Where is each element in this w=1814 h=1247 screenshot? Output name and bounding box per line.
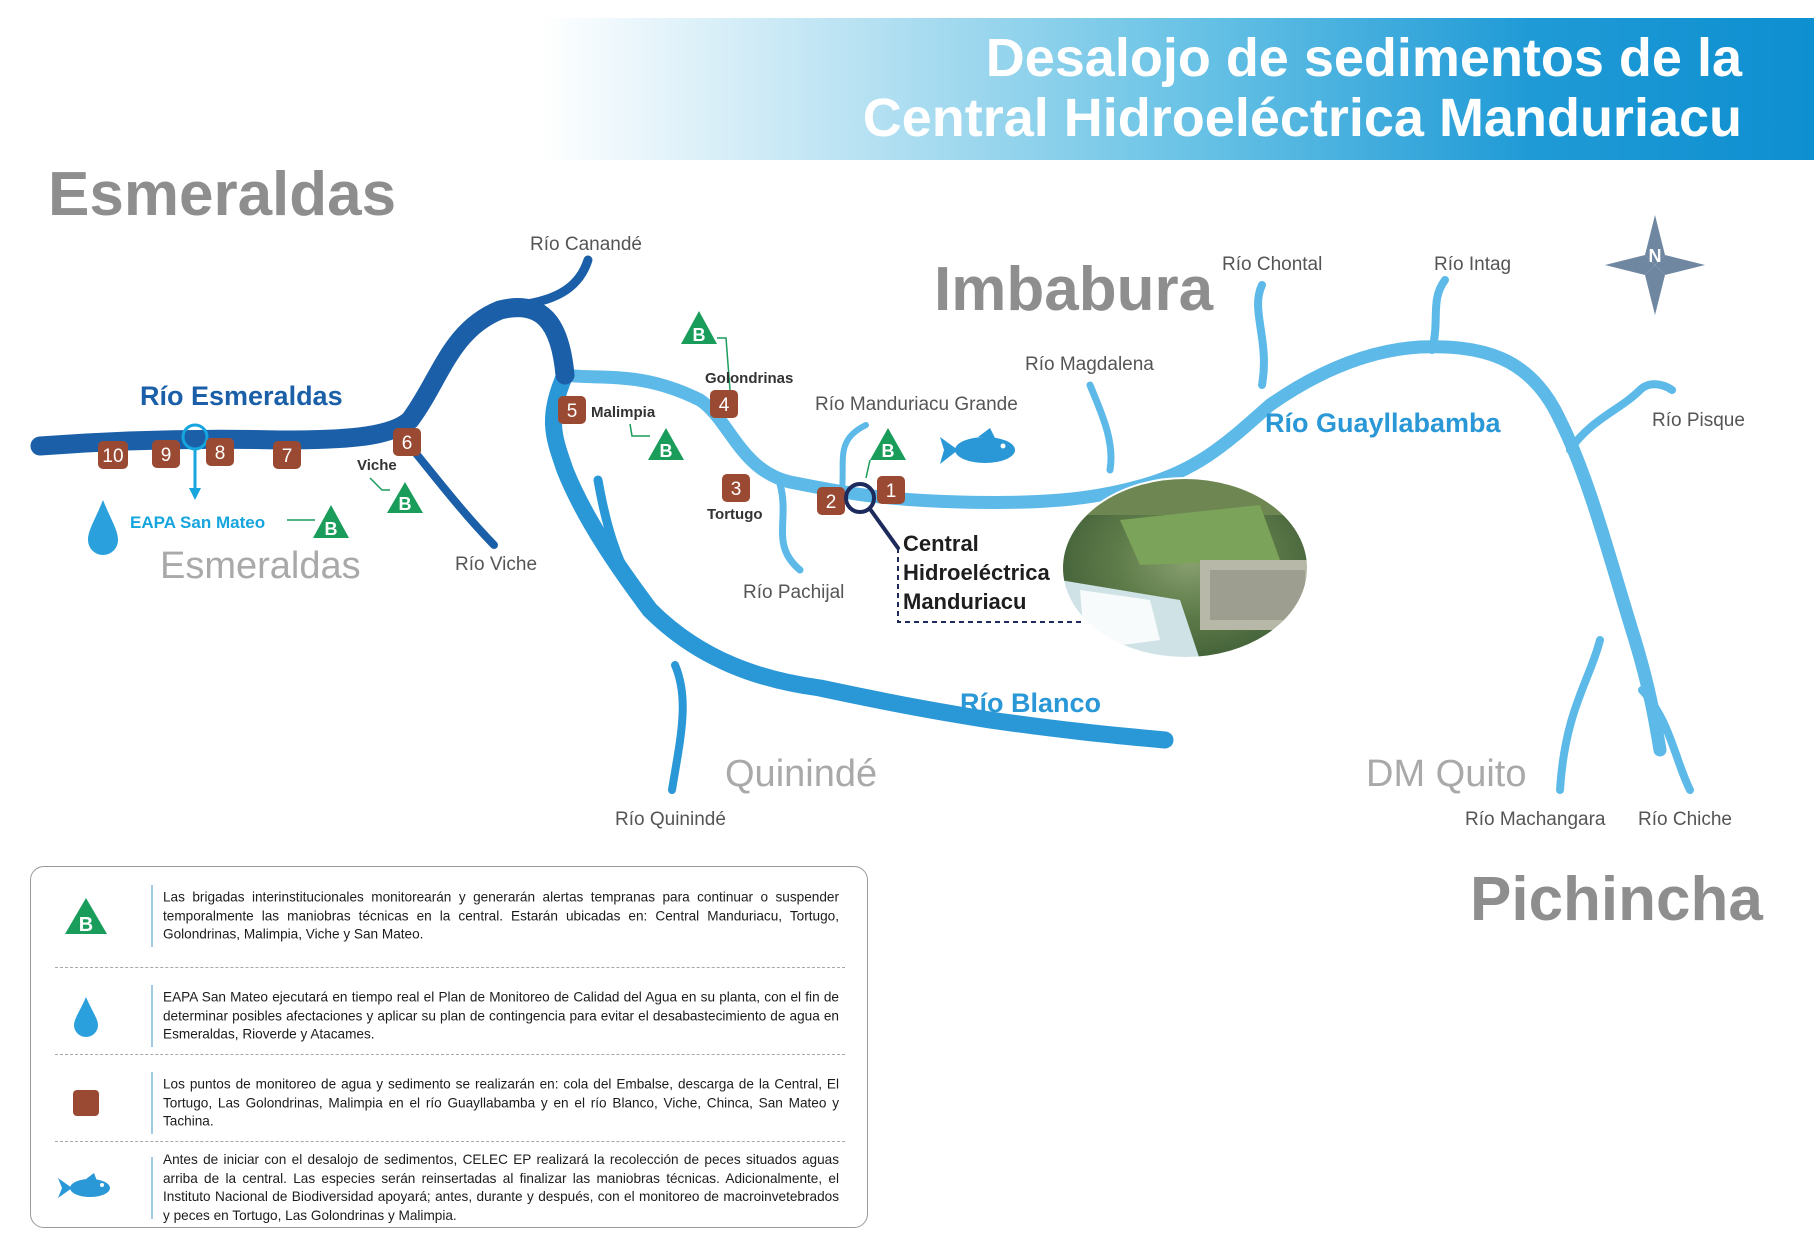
monitoring-point-1 xyxy=(877,476,905,504)
legend-row-eapa xyxy=(51,977,849,1055)
label-rio-chontal: Río Chontal xyxy=(1222,254,1323,275)
svg-text:B: B xyxy=(881,441,895,461)
label-rio-manduriacu-grande: Río Manduriacu Grande xyxy=(815,394,1018,415)
legend-text-brigades: Las brigadas interinstitucionales monitorearán y generarán alertas tempranas para continuar o suspender temporalmente las maniobras técnicas en la central. Estarán ubicadas en: Central Manduriacu, Tortugo, Golondrinas, Malimpia, Viche y San Mateo. xyxy=(163,889,839,942)
monitoring-point-5 xyxy=(558,396,586,424)
river-machangara xyxy=(1560,640,1600,790)
legend-divider xyxy=(55,1141,845,1142)
site-tortugo: Tortugo xyxy=(707,506,763,523)
river-quininde xyxy=(672,665,683,790)
brigade-marker-eapa xyxy=(313,505,349,539)
svg-text:10: 10 xyxy=(102,446,124,467)
legend-box xyxy=(30,866,868,1228)
label-rio-esmeraldas: Río Esmeraldas xyxy=(140,381,343,411)
svg-text:3: 3 xyxy=(730,479,742,500)
province-pichincha: Pichincha xyxy=(1470,865,1763,934)
svg-text:5: 5 xyxy=(566,401,578,422)
svg-text:B: B xyxy=(692,325,706,345)
compass-rose-icon xyxy=(1605,215,1705,315)
brigade-marker-malimpia xyxy=(630,424,684,461)
svg-text:B: B xyxy=(324,519,338,539)
monitoring-point-8 xyxy=(206,438,234,466)
svg-text:B: B xyxy=(78,914,94,936)
svg-text:B: B xyxy=(659,441,673,461)
river-chontal xyxy=(1258,285,1264,385)
river-canande xyxy=(520,260,588,305)
monitoring-point-6 xyxy=(393,428,421,456)
river-magdalena xyxy=(1090,385,1111,470)
monitoring-point-9 xyxy=(152,440,180,468)
legend-row-points xyxy=(51,1064,849,1142)
label-rio-quininde: Río Quinindé xyxy=(615,809,726,830)
label-rio-pachijal: Río Pachijal xyxy=(743,582,845,603)
province-imbabura: Imbabura xyxy=(934,255,1214,324)
river-esmeraldas xyxy=(40,308,565,446)
site-malimpia: Malimpia xyxy=(591,404,656,421)
plant-label-line-3: Manduriacu xyxy=(903,589,1027,614)
monitoring-point-10 xyxy=(98,441,128,469)
river-manduriacu-grande xyxy=(842,425,866,490)
monitoring-point-3 xyxy=(722,474,750,502)
plant-label-line-2: Hidroeléctrica xyxy=(903,560,1050,585)
monitoring-point-7 xyxy=(273,441,301,469)
city-dm-quito: DM Quito xyxy=(1366,753,1527,795)
label-rio-intag: Río Intag xyxy=(1434,254,1512,275)
water-drop-icon xyxy=(51,977,121,1055)
plant-label-line-1: Central xyxy=(903,531,979,556)
monitoring-point-4 xyxy=(710,390,738,418)
page-title-line-1: Desalojo de sedimentos de la xyxy=(985,28,1742,88)
city-quininde: Quinindé xyxy=(725,753,878,795)
svg-text:9: 9 xyxy=(160,445,172,466)
brigade-marker-viche xyxy=(370,478,423,514)
legend-text-fish: Antes de iniciar con el desalojo de sedimentos, CELEC EP realizará la recolección de peces situados aguas arriba de la central. Las especies serán reinsertadas al finalizar las maniobras técnicas. Adicionalmente, el Instituto Nacional de Biodiversidad apoyará; antes, durante y después, con el monitoreo de macroinvetebrados y peces en Tortugo, Las Golondrinas y Malimpia. xyxy=(163,1152,839,1223)
page-title-line-2: Central Hidroeléctrica Manduriacu xyxy=(862,88,1742,148)
legend-text-eapa: EAPA San Mateo ejecutará en tiempo real el Plan de Monitoreo de Calidad del Agua en su planta, con el fin de determinar posibles afectaciones y aplicar su plan de contingencia para evitar el desabastecimiento de agua en Esmeraldas, Rioverde y Atacames. xyxy=(163,989,839,1042)
label-rio-viche: Río Viche xyxy=(455,554,538,575)
svg-text:1: 1 xyxy=(885,481,897,502)
label-rio-blanco: Río Blanco xyxy=(960,688,1102,718)
brown-square-icon xyxy=(51,1064,121,1142)
label-rio-chiche: Río Chiche xyxy=(1638,809,1732,830)
site-viche: Viche xyxy=(357,457,397,474)
legend-text-points: Los puntos de monitoreo de agua y sedimento se realizarán en: cola del Embalse, descarga de la Central, El Tortugo, Las Golondrinas, Malimpia en el río Guayllabamba y en el río Blanco, Viche, Chinca, San Mateo y Tachina. xyxy=(163,1076,839,1129)
legend-row-brigades xyxy=(51,877,849,955)
svg-text:7: 7 xyxy=(281,446,293,467)
label-rio-canande: Río Canandé xyxy=(530,234,642,255)
province-esmeraldas: Esmeraldas xyxy=(48,160,397,229)
legend-row-fish xyxy=(51,1149,849,1227)
river-chiche xyxy=(1642,690,1690,790)
river-pachijal xyxy=(780,484,800,570)
legend-divider xyxy=(55,1054,845,1055)
label-rio-magdalena: Río Magdalena xyxy=(1025,354,1154,375)
svg-text:8: 8 xyxy=(214,443,226,464)
label-rio-machangara: Río Machangara xyxy=(1465,809,1606,830)
brigade-marker-central xyxy=(866,428,906,478)
fish-icon xyxy=(940,428,1015,464)
site-golondrinas: Golondrinas xyxy=(705,370,794,387)
svg-text:2: 2 xyxy=(825,492,837,513)
river-intag xyxy=(1432,280,1445,350)
label-rio-pisque: Río Pisque xyxy=(1652,410,1745,431)
river-viche xyxy=(405,440,494,545)
svg-text:B: B xyxy=(398,494,412,514)
green-triangle-b-icon xyxy=(51,877,121,955)
label-rio-guayllabamba: Río Guayllabamba xyxy=(1265,408,1501,438)
legend-divider xyxy=(55,967,845,968)
eapa-label: EAPA San Mateo xyxy=(130,513,266,532)
water-drop-icon xyxy=(88,500,118,555)
svg-text:6: 6 xyxy=(401,433,413,454)
monitoring-point-2 xyxy=(817,487,845,515)
compass-n-label: N xyxy=(1648,246,1662,266)
city-esmeraldas: Esmeraldas xyxy=(160,545,361,587)
svg-text:4: 4 xyxy=(718,395,730,416)
fish-icon xyxy=(51,1149,121,1227)
